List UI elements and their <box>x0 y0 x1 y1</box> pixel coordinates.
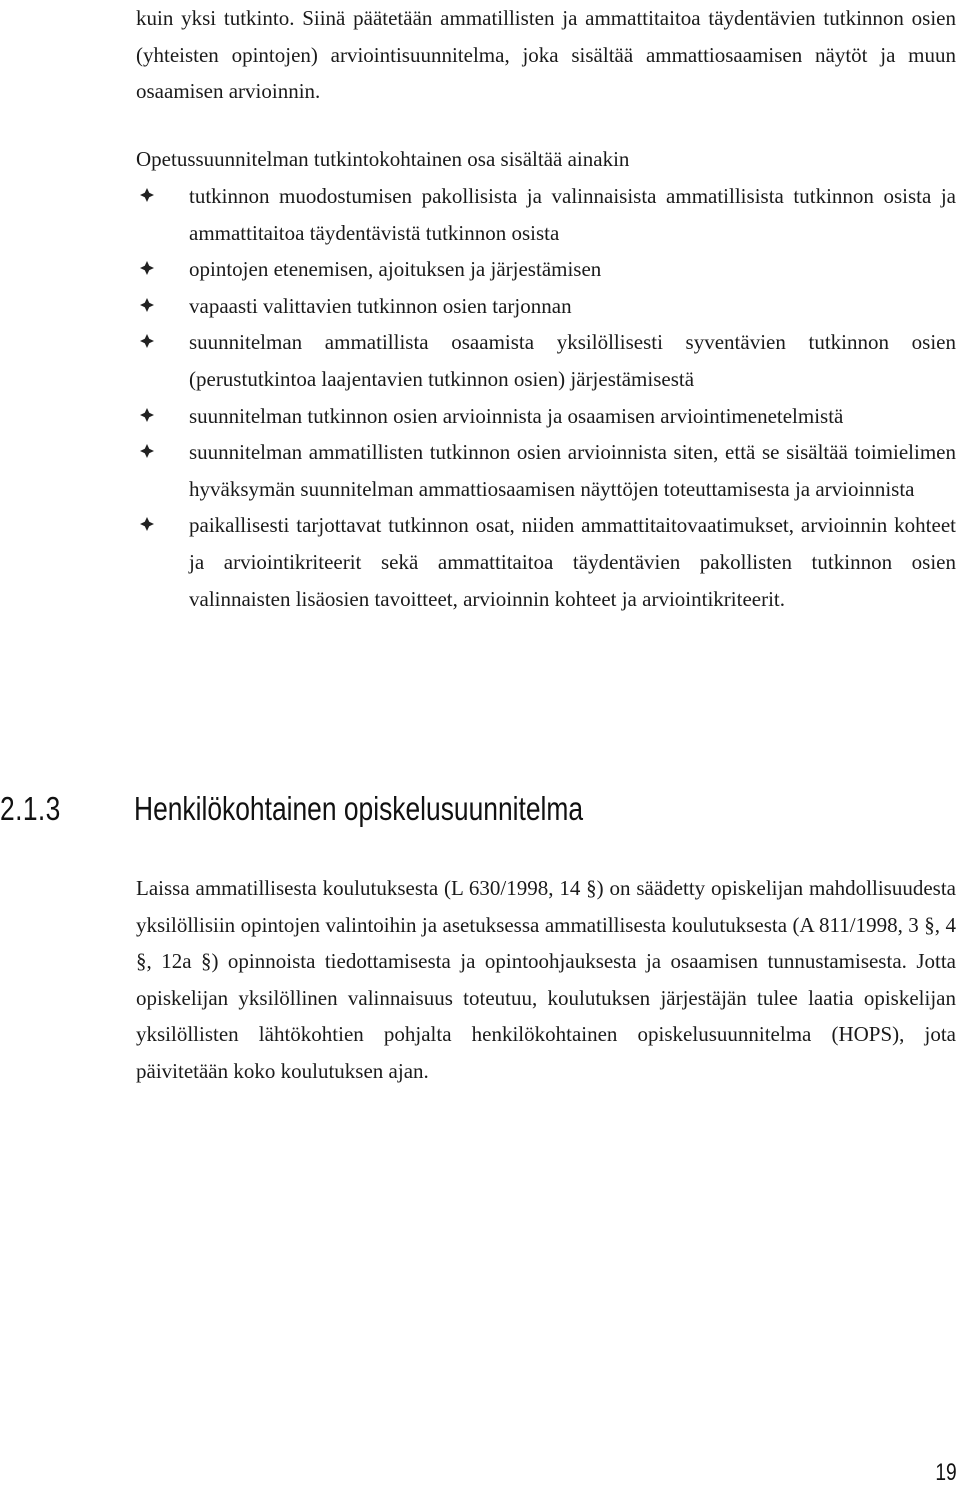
curriculum-lead-in: Opetussuunnitelman tutkintokohtainen osa sisältää ainakin <box>136 147 630 171</box>
bullet-item <box>136 434 956 507</box>
bullet-text: tutkinnon muodostumisen pakollisista ja valinnaisista ammatillisista tutkinnon osista ja ammattitaitoa täydentävistä tutkinnon osista <box>189 184 956 245</box>
bullet-text: suunnitelman ammatillisten tutkinnon osien arvioinnista siten, että se sisältää toimielimen hyväksymän suunnitelman ammattiosaamisen näyttöjen toteuttamisesta ja arvioinnista <box>189 440 956 501</box>
bullet-text: paikallisesti tarjottavat tutkinnon osat, niiden ammattitaitovaatimukset, arvioinnin kohteet ja arviointikriteerit sekä ammattitaitoa täydentävien pakollisten tutkinnon osien valinnaisten lisäosien tavoitteet, arvioinnin kohteet ja arviointikriteerit. <box>189 513 956 611</box>
bullet-item <box>136 178 956 251</box>
bullet-item <box>136 288 956 325</box>
diamond-bullet-icon <box>140 517 154 531</box>
bullet-text: vapaasti valittavien tutkinnon osien tarjonnan <box>189 293 572 318</box>
diamond-bullet-icon <box>140 261 154 275</box>
bullet-text: opintojen etenemisen, ajoituksen ja järjestämisen <box>189 257 602 282</box>
section-body-paragraph: Laissa ammatillisesta koulutuksesta (L 630/1998, 14 §) on säädetty opiskelijan mahdollisuudesta yksilöllisiin opintojen valintoihin ja asetuksessa ammatillisesta koulutuksesta (A 811/1998, 3 §, 4 §, 12a §) opinnoista tiedottamisesta ja opintoohjauksesta ja osaamisen tunnustamisesta. Jotta opiskelijan yksilöllinen valinnaisuus toteutuu, koulutuksen järjestäjän tulee laatia opiskelijan yksilöllisten lähtökohtien pohjalta henkilökohtainen opiskelusuunnitelma (HOPS), jota päivitetään koko koulutuksen ajan. <box>136 876 956 1083</box>
page-number: 19 <box>935 1459 957 1486</box>
bullet-text: suunnitelman tutkinnon osien arvioinnista ja osaamisen arviointimenetelmistä <box>189 403 844 428</box>
diamond-bullet-icon <box>140 334 154 348</box>
bullet-text: suunnitelman ammatillista osaamista yksilöllisesti syventävien tutkinnon osien (perustutkintoa laajentavien tutkinnon osien) järjestämisestä <box>189 330 956 391</box>
bullet-item <box>136 507 956 617</box>
diamond-bullet-icon <box>140 408 154 422</box>
curriculum-bullet-list <box>136 178 956 617</box>
bullet-item <box>136 251 956 288</box>
bullet-item <box>136 324 956 397</box>
diamond-bullet-icon <box>140 444 154 458</box>
diamond-bullet-icon <box>140 188 154 202</box>
section-number: 2.1.3 <box>0 790 61 827</box>
bullet-item <box>136 398 956 435</box>
intro-paragraph: kuin yksi tutkinto. Siinä päätetään ammatillisten ja ammattitaitoa täydentävien tutkinnon osien (yhteisten opintojen) arviointisuunnitelma, joka sisältää ammattiosaamisen näytöt ja muun osaamisen arvioinnin. <box>136 6 956 104</box>
section-title: Henkilökohtainen opiskelusuunnitelma <box>134 790 584 827</box>
diamond-bullet-icon <box>140 298 154 312</box>
